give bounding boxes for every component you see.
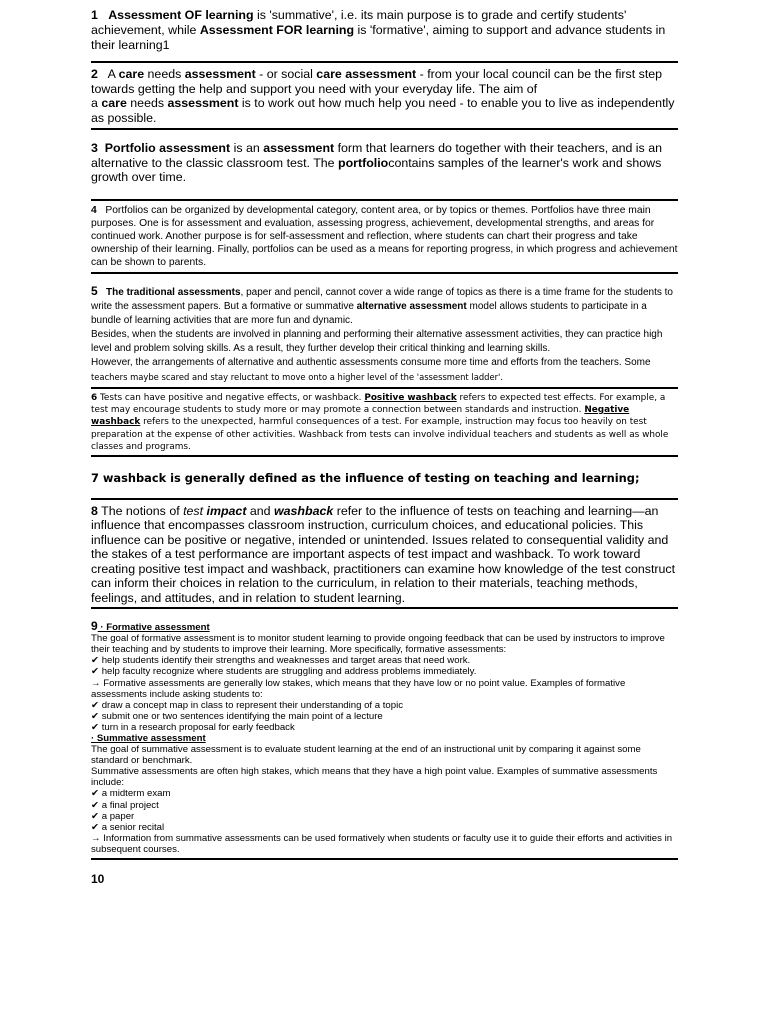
text: washback is generally defined as the influence of testing on teaching and learning; xyxy=(98,470,640,485)
paragraph xyxy=(91,67,678,96)
formative-lines xyxy=(91,633,678,733)
text: refers to the unexpected, harmful consequences of a test. For example, instruction may focus too heavily on test preparation at the expense of other activities. Washback from tests can involve individual teachers and students as well as whole classes and programs. xyxy=(91,417,669,453)
document-page xyxy=(91,8,678,886)
paragraph xyxy=(91,96,678,125)
section-number: 5 xyxy=(91,283,98,298)
line: ✔ help students identify their strengths and weaknesses and target areas that need work. xyxy=(91,655,471,667)
summative-lines xyxy=(91,744,678,855)
line: ✔ draw a concept map in class to represent their understanding of a topic xyxy=(91,699,404,711)
term: The traditional assessments xyxy=(106,286,241,298)
paragraph: teachers maybe scared and stay reluctant to move onto a higher level of the 'assessment ladder'. xyxy=(91,371,504,382)
term: assessment xyxy=(184,67,256,81)
text: refer to the influence of tests on teaching and learning—an influence that encompasses classroom instruction, curriculum choices, and educational policies. This influence can be positive or negative, intended or unintended. Issues related to consequential validity and the stakes of a test performance are important aspects of test impact and washback. To work toward creating positive test impact and washback, practitioners can examine how knowledge of the test construct can inform their choices in relation to the curriculum, in relation to their materials, teaching methods, feelings, and attitudes, and in relation to student learning. xyxy=(91,503,676,605)
text: is an xyxy=(230,141,264,155)
line: ✔ a senior recital xyxy=(91,821,165,833)
line: ✔ turn in a research proposal for early feedback xyxy=(91,721,295,733)
line: → Information from summative assessments can be used formatively when students or faculty use it to guide their efforts and activities in subsequent courses. xyxy=(91,832,673,855)
section-number: 4 xyxy=(91,204,97,216)
text: model allows students to participate in a bundle of learning activities that are more fun and dynamic. xyxy=(91,300,647,326)
text: form that learners do together with their teachers, and is an alternative to the classic classroom test. The xyxy=(91,141,662,170)
section-number: 6 xyxy=(91,392,98,403)
term: Negative washback xyxy=(91,404,630,428)
text: needs xyxy=(126,96,168,110)
term: care xyxy=(118,67,145,81)
text: contains samples of the learner's work and shows growth over time. xyxy=(91,155,662,184)
paragraph: Besides, when the students are involved in planning and performing their alternative assessment activities, they can practice high level and problem solving skills. As a result, they further develop their critical thinking and learning skills. xyxy=(91,328,663,354)
text: is 'formative', aiming to support and advance students in their learning1 xyxy=(91,23,666,52)
text: Tests can have positive and negative effects, or washback. xyxy=(97,392,365,403)
section-9 xyxy=(91,609,678,860)
term: Assessment FOR learning xyxy=(199,23,355,37)
section-3 xyxy=(91,130,678,201)
paragraph xyxy=(91,141,678,185)
line: The goal of formative assessment is to monitor student learning to provide ongoing feedback that can be used by instructors to improve their teaching and by students to improve their learning. More specifically, formative assessments: xyxy=(91,633,665,656)
paragraph xyxy=(91,284,678,328)
heading xyxy=(91,621,678,633)
paragraph xyxy=(91,504,678,606)
text: The notions of xyxy=(97,503,184,518)
term: alternative assessment xyxy=(356,300,467,312)
term: care xyxy=(101,96,127,110)
term: test xyxy=(183,503,207,518)
text: is to work out how much help you need - to enable you to live as independently as possible. xyxy=(91,96,675,125)
text: , paper and pencil, cannot cover a wide range of topics as there is a time frame for the students to write the assessment papers. But a formative or summative xyxy=(91,286,673,312)
text: A xyxy=(107,67,119,81)
term: care assessment xyxy=(316,67,417,81)
text: - from your local council can be the first step towards getting the help and support you need with your everyday life. The aim of xyxy=(91,67,663,96)
term: Assessment OF learning xyxy=(108,8,254,22)
paragraph xyxy=(91,470,678,486)
section-number: 3 xyxy=(91,141,98,155)
section-4 xyxy=(91,201,678,274)
text: - or social xyxy=(255,67,317,81)
text: and xyxy=(246,503,275,518)
line: ✔ a midterm exam xyxy=(91,788,171,800)
line: ✔ a final project xyxy=(91,799,159,811)
section-8 xyxy=(91,500,678,610)
section-7 xyxy=(91,457,678,500)
subheading: · Formative assessment xyxy=(97,622,210,634)
text: a xyxy=(91,96,102,110)
paragraph: However, the arrangements of alternative and authentic assessments consume more time and efforts from the teachers. Some xyxy=(91,356,651,368)
section-number: 1 xyxy=(91,8,98,22)
paragraph xyxy=(91,204,678,269)
line: ✔ help faculty recognize where students are struggling and address problems immediately. xyxy=(91,666,477,678)
text: needs xyxy=(144,67,185,81)
section-number: 7 xyxy=(91,470,99,485)
section-number: 8 xyxy=(91,503,98,518)
subheading: · Summative assessment xyxy=(91,732,206,744)
term: Positive washback xyxy=(364,392,457,403)
paragraph xyxy=(91,392,678,454)
paragraph xyxy=(91,8,678,53)
term: assessment xyxy=(167,96,239,110)
section-number: 2 xyxy=(91,67,98,81)
line: ✔ a paper xyxy=(91,810,135,822)
text: refers to expected test effects. For example, a test may encourage students to study more or may promote a connection between standards and instruction. xyxy=(91,392,666,415)
line: → Formative assessments are generally low stakes, which means that they have low or no point value. Examples of formative assessments include asking students to: xyxy=(91,677,626,700)
section-6 xyxy=(91,389,678,457)
section-2 xyxy=(91,63,678,130)
term: portfolio xyxy=(338,155,389,170)
line: The goal of summative assessment is to evaluate student learning at the end of an instructional unit by comparing it against some standard or benchmark. xyxy=(91,744,641,767)
term: washback xyxy=(274,503,334,518)
text: is 'summative', i.e. its main purpose is to grade and certify students' achievement, while xyxy=(91,8,627,37)
term: impact xyxy=(206,503,247,518)
line: ✔ submit one or two sentences identifying the main point of a lecture xyxy=(91,710,383,722)
section-5 xyxy=(91,274,678,389)
term: assessment xyxy=(263,141,335,155)
page-number: 10 xyxy=(91,872,105,886)
term: Portfolio assessment xyxy=(104,141,231,155)
line: Summative assessments are often high stakes, which means that they have a high point value. Examples of summative assessments include: xyxy=(91,766,658,789)
section-number: 9 xyxy=(91,619,98,634)
section-1 xyxy=(91,8,678,63)
text: Portfolios can be organized by developmental category, content area, or by topics or themes. Portfolios have three main purposes. One is for assessment and evaluation, assessing progress, achievement, developmental strengths, and areas for continued work. Another purpose is for self-assessment and reflection, where students can chart their progress and take ownership of their learning. Finally, portfolios can be used as a means for reporting progress, in which progress and achievement can be shown to parents. xyxy=(91,204,678,268)
